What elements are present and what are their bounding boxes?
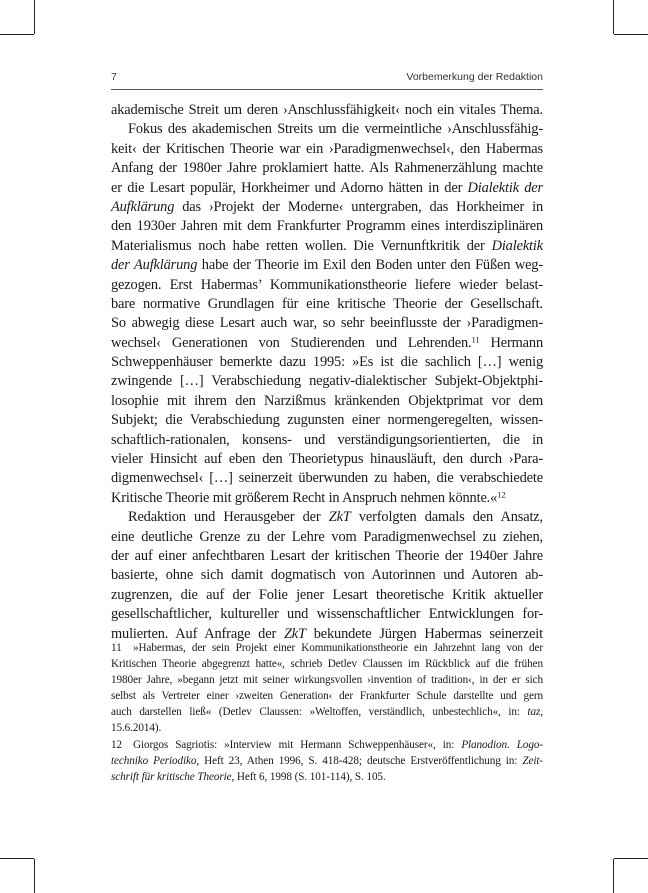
page-number: 7 — [111, 71, 117, 83]
italic-title: taz — [527, 706, 541, 719]
italic-title: Aufklärung — [111, 198, 175, 215]
text-line: Kritische Theorie mit größerem Recht in Anspruch nehmen könnte.«$^{12}$ — [111, 489, 506, 506]
text-line: So abwegig diese Lesart auch war, so sehr beeinflusste der ›Paradigmen- — [111, 315, 543, 332]
text-line: keit‹ der Kritischen Theorie war ein ›Paradigmenwechsel‹, den Habermas — [111, 140, 543, 157]
running-title: Vorbemerkung der Redaktion — [406, 71, 543, 83]
text-line: Redaktion und Herausgeber der ZkT verfolgten damals den Ansatz, — [128, 509, 543, 526]
crop-mark — [34, 0, 35, 34]
text-line: mulierten. Auf Anfrage der ZkT bekundete Jürgen Habermas seinerzeit — [111, 625, 543, 642]
footnote-number: 11 — [111, 642, 122, 654]
text-line: gezogen. Erst Habermas’ Kommunikationstheorie liefere wieder belast- — [111, 276, 543, 293]
text-line: gesellschaftlicher, kultureller und wissenschaftlicher Entwicklungen for- — [111, 606, 543, 623]
text-line: zwingende […] Verabschiedung negativ-dialektischer Subjekt-Objektphi- — [111, 373, 543, 390]
text-line: Anfang der 1980er Jahre proklamiert hatte. Als Rahmenerzählung machte — [111, 160, 543, 177]
italic-title: ZkT — [283, 625, 306, 642]
footnote-line: techniko Periodiko, Heft 23, Athen 1996, S. 418-428; deutsche Erstveröffentlichung in: Zeit- — [111, 754, 543, 767]
footnote-number: 12 — [111, 738, 122, 751]
text-line: digmenwechsel‹ […] seinerzeit überwunden zu haben, die verabschiedete — [111, 470, 543, 487]
italic-title: ZkT — [328, 509, 351, 526]
crop-mark — [613, 0, 614, 34]
italic-title: Zeit- — [522, 754, 543, 767]
text-line: Schweppenhäuser bemerkte dazu 1995: »Es ist die sachlich […] wenig — [111, 354, 543, 371]
italic-title: techniko Periodiko — [111, 754, 197, 767]
footnote-line: 1980er Jahre, »begann jetzt mit seiner wirkungsvollen ›invention of tradition‹, in der er sich — [111, 674, 543, 687]
text-line: den 1930er Jahren mit dem Frankfurter Programm eines interdisziplinären — [111, 218, 543, 235]
crop-mark — [613, 859, 614, 893]
text-line: Subjekt; die Verabschiedung zugunsten einer normengeregelten, wissen- — [111, 412, 543, 429]
footnote-line: schrift für kritische Theorie, Heft 6, 1998 (S. 101-114), S. 105. — [111, 770, 386, 783]
crop-mark — [614, 858, 648, 859]
text-line: losophie mit ihrem den Narzißmus kränkenden Objektprimat vor dem — [111, 392, 543, 409]
italic-title: Dialektik der — [467, 179, 543, 196]
footnotes — [111, 640, 543, 785]
footnote-line: Kritischen Theorie abgegrenzt hatte«, schrieb Detlev Claussen im Rückblick auf die frühen — [111, 658, 543, 671]
text-line: Materialismus noch habe retten wollen. Die Vernunftkritik der Dialektik — [111, 237, 543, 254]
crop-mark — [614, 34, 648, 35]
footnote-ref[interactable]: 12 — [497, 489, 506, 500]
text-line: akademische Streit um deren ›Anschlussfähigkeit‹ noch ein vitales Thema. — [111, 102, 543, 118]
crop-mark — [0, 34, 34, 35]
crop-mark — [0, 858, 34, 859]
text-line: eine deutliche Grenze zu der Lehre vom Paradigmenwechsel zu ziehen, — [111, 528, 543, 545]
text-line: der Aufklärung habe der Theorie im Exil den Boden unter den Füßen weg- — [111, 257, 543, 274]
footnote-line: selbst als Vertreter einer ›zweiten Generation‹ der Frankfurter Schule darstellte und gern — [111, 690, 543, 703]
running-header — [111, 71, 543, 89]
text-line: Fokus des akademischen Streits um die vermeintliche ›Anschlussfähig- — [128, 121, 543, 138]
footnote-line: auch darstellen ließ« (Detlev Claussen: »Weltoffen, verständlich, unbestechlich«, in: taz, — [111, 706, 543, 719]
text-line: der auf einer anfechtbaren Lesart der kritischen Theorie der 1940er Jahre — [111, 547, 543, 564]
footnote-ref[interactable]: 11 — [471, 333, 480, 344]
footnote-12: 12 Giorgos Sagriotis: »Interview mit Hermann Schweppenhäuser«, in: Planodion. Logo- — [111, 737, 543, 753]
text-line: schaftlich-rationalen, konsens- und verständigungsorientierten, die in — [111, 431, 543, 448]
main-text — [111, 101, 543, 644]
italic-title: der Aufklärung — [111, 257, 198, 274]
text-line: bare normative Grundlagen für eine kritische Theorie der Gesellschaft. — [111, 295, 543, 312]
text-line: wechsel‹ Generationen von Studierenden und Lehrenden.$^{11}$ Hermann — [111, 333, 543, 351]
text-line: basierte, ohne sich damit dogmatisch von Autorinnen und Autoren ab- — [111, 567, 543, 584]
crop-mark — [34, 859, 35, 893]
text-line: vieler Hinsicht auf eben den Theorietypus hinausläuft, den durch ›Para- — [111, 451, 543, 468]
italic-title: schrift für kritische Theorie — [111, 770, 232, 783]
text-line: Aufklärung das ›Projekt der Moderne‹ untergraben, das Horkheimer in — [111, 198, 543, 215]
footnote-11: 11 »Habermas, der sein Projekt einer Kommunikationstheorie ein Jahrzehnt lang von der — [111, 640, 543, 656]
italic-title: Planodion. Logo- — [461, 738, 543, 751]
text-line: zugrenzen, die auf der Folie jener Lesart theoretische Kritik aktueller — [111, 586, 543, 603]
text-line: er die Lesart populär, Horkheimer und Adorno hätten in der Dialektik der — [111, 179, 543, 196]
footnote-line: 15.6.2014). — [111, 722, 162, 735]
italic-title: Dialektik — [491, 237, 543, 254]
header-rule — [111, 89, 543, 90]
